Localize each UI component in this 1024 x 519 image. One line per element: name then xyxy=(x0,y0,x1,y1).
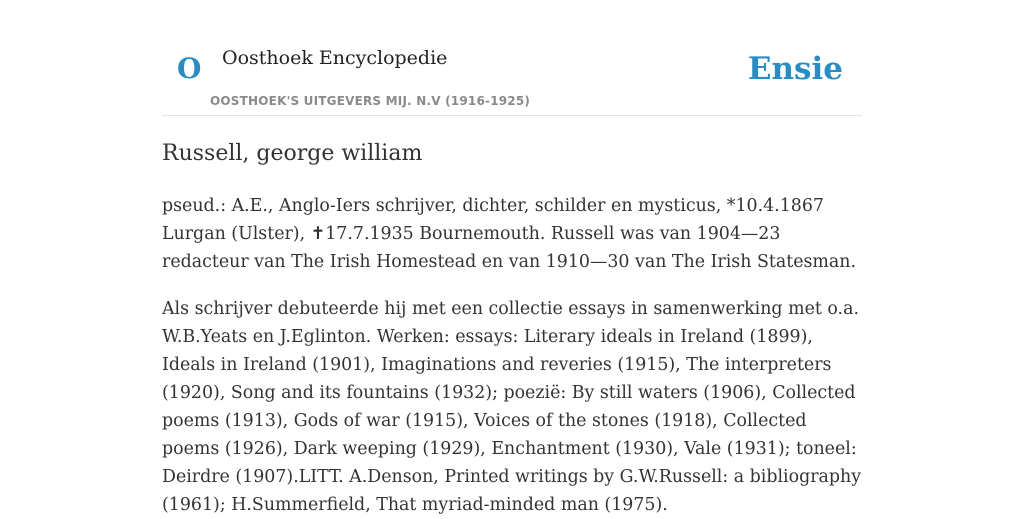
site-logo-link[interactable]: O xyxy=(177,52,202,85)
ensie-brand-link[interactable]: Ensie xyxy=(747,51,843,87)
page-container xyxy=(162,0,862,515)
site-subtitle: OOSTHOEK'S UITGEVERS MIJ. N.V (1916-1925) xyxy=(210,94,531,108)
entry-paragraph-2: Als schrijver debuteerde hij met een collectie essays in samenwerking met o.a. W.B.Yeats en J.Eglinton. Werken: essays: Literary ideals in Ireland (1899), Ideals in Ireland (1901), Imaginations and reveries (1915), The interpreters (1920), Song and its fountains (1932); poezië: By still waters (1906), Collected poems (1913), Gods of war (1915), Voices of the stones (1918), Collected poems (1926), Dark weeping (1929), Enchantment (1930), Vale (1931); toneel: Deirdre (1907).LITT. A.Denson, Printed writings by G.W.Russell: a bibliography (1961); H.Summerfield, That myriad-minded man (1975). xyxy=(162,299,862,515)
entry-title: Russell, george william xyxy=(162,141,423,166)
site-header xyxy=(162,0,862,116)
entry-paragraph-1: pseud.: A.E., Anglo-Iers schrijver, dichter, schilder en mysticus, *10.4.1867 Lurgan (Ulster), ✝17.7.1935 Bournemouth. Russell was van 1904—23 redacteur van The Irish Homestead en van 1910—30 van The Irish Statesman. xyxy=(162,196,857,272)
site-title: Oosthoek Encyclopedie xyxy=(222,47,448,69)
